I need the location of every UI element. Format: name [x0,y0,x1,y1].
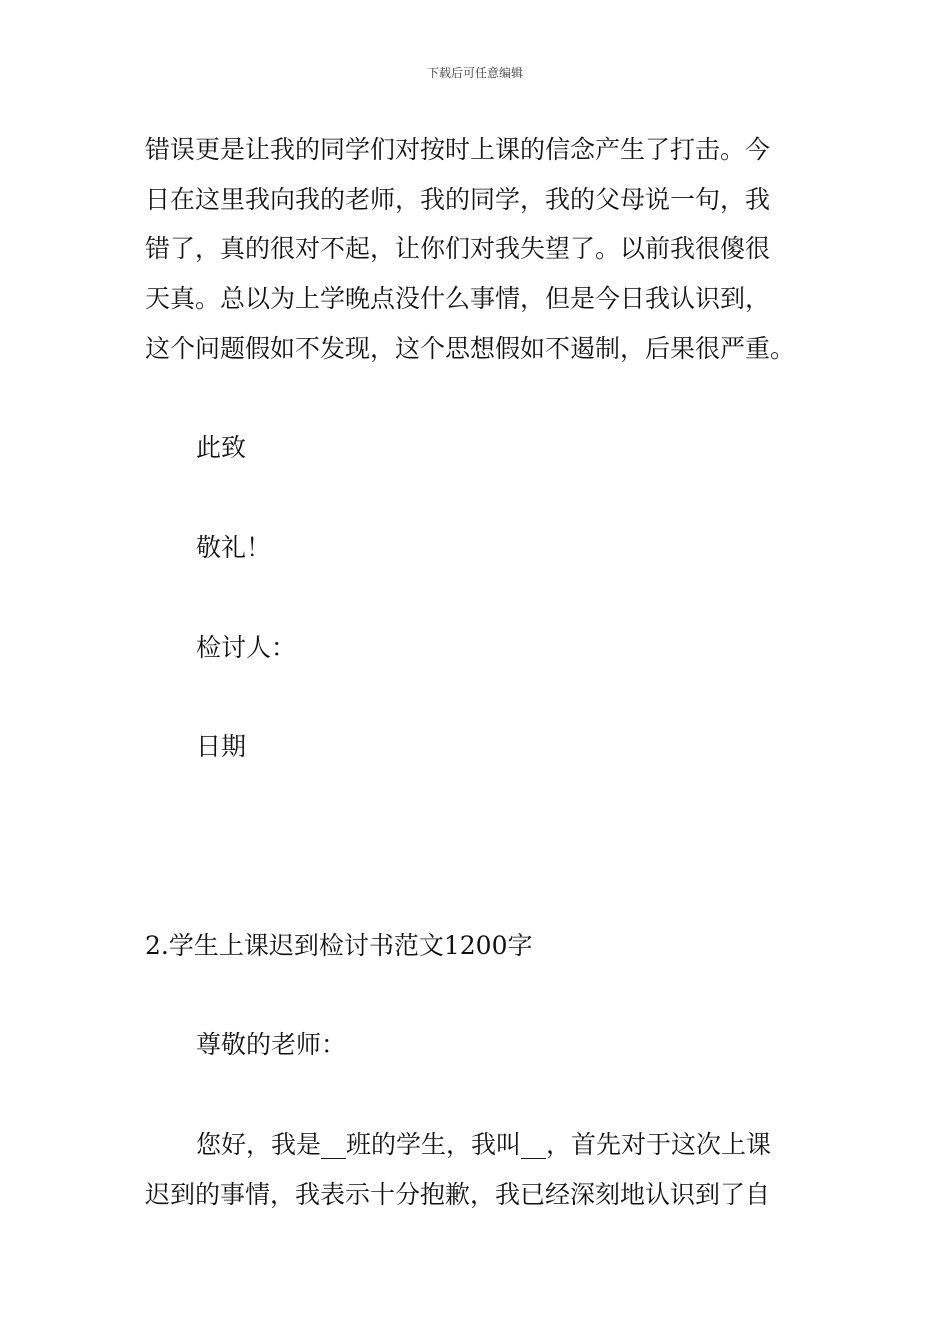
body-text-line-4: 天真。总以为上学晚点没什么事情，但是今日我认识到， [145,284,771,313]
section-title: 2.学生上课迟到检讨书范文1200字 [145,931,533,960]
paragraph2-line-2: 迟到的事情，我表示十分抱歉，我已经深刻地认识到了自 [145,1180,771,1209]
page-header: 下载后可任意编辑 [426,66,523,80]
date-label: 日期 [196,732,247,761]
paragraph2-line-1: 您好，我是__班的学生，我叫__，首先对于这次上课 [196,1130,772,1159]
signer-label: 检讨人： [196,633,297,662]
letter-salute: 敬礼！ [196,533,272,562]
letter-greeting: 尊敬的老师： [196,1030,347,1059]
body-text-line-3: 错了，真的很对不起，让你们对我失望了。以前我很傻很 [145,234,771,263]
letter-closing: 此致 [196,433,247,462]
body-text-line-5: 这个问题假如不发现，这个思想假如不遏制，后果很严重。 [145,334,796,363]
body-text-line-2: 日在这里我向我的老师，我的同学，我的父母说一句，我 [145,185,771,214]
body-text-line-1: 错误更是让我的同学们对按时上课的信念产生了打击。今 [145,135,771,164]
